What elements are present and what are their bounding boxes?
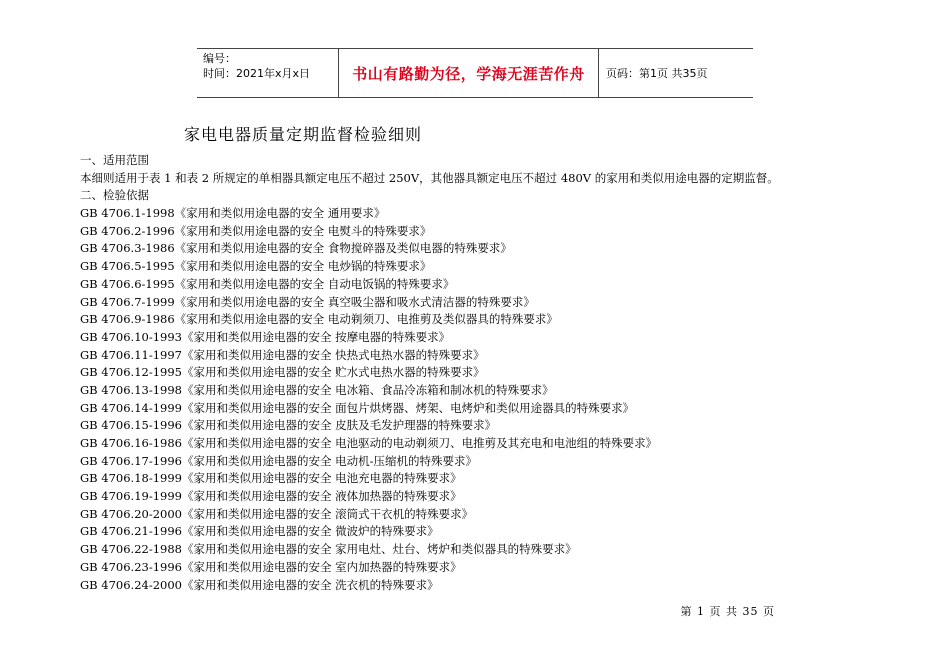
document-line: GB 4706.2-1996《家用和类似用途电器的安全 电熨斗的特殊要求》 [80,223,432,238]
document-line: GB 4706.19-1999《家用和类似用途电器的安全 液体加热器的特殊要求》 [80,489,462,504]
document-line: 本细则适用于表 1 和表 2 所规定的单相器具额定电压不超过 250V，其他器具额定电压不超过 480V 的家用和类似用途电器的定期监督。 [80,170,779,185]
document-line: GB 4706.17-1996《家用和类似用途电器的安全 电动机-压缩机的特殊要求》 [80,453,478,468]
time-label: 时间：2021年x月x日 [203,67,311,80]
document-line: GB 4706.24-2000《家用和类似用途电器的安全 洗衣机的特殊要求》 [80,577,439,592]
document-line: GB 4706.21-1996《家用和类似用途电器的安全 微波炉的特殊要求》 [80,524,439,539]
document-line: GB 4706.16-1986《家用和类似用途电器的安全 电池驱动的电动剃须刀、电推剪及其充电和电池组的特殊要求》 [80,436,658,450]
document-line: GB 4706.23-1996《家用和类似用途电器的安全 室内加热器的特殊要求》 [80,559,462,574]
page-header [197,48,753,98]
document-line: 一、适用范围 [80,153,149,167]
document-line: GB 4706.6-1995《家用和类似用途电器的安全 自动电饭锅的特殊要求》 [80,276,455,291]
number-label: 编号： [203,52,236,65]
header-motto-cell [339,49,599,97]
document-line: GB 4706.12-1995《家用和类似用途电器的安全 贮水式电热水器的特殊要求》 [80,365,485,380]
document-line: GB 4706.22-1988《家用和类似用途电器的安全 家用电灶、灶台、烤炉和类似器具的特殊要求》 [80,542,577,557]
page-info-text: 页码：第1页 共35页 [606,67,708,80]
document-line: GB 4706.5-1995《家用和类似用途电器的安全 电炒锅的特殊要求》 [80,259,432,274]
document-line: GB 4706.10-1993《家用和类似用途电器的安全 按摩电器的特殊要求》 [80,329,451,344]
document-line: GB 4706.1-1998《家用和类似用途电器的安全 通用要求》 [80,206,386,221]
page-footer: 第 1 页 共 35 页 [680,605,775,618]
document-line: GB 4706.7-1999《家用和类似用途电器的安全 真空吸尘器和吸水式清洁器的特殊要求》 [80,294,535,309]
document-line: GB 4706.9-1986《家用和类似用途电器的安全 电动剃须刀、电推剪及类似器具的特殊要求》 [80,312,558,327]
document-line: 二、检验依据 [80,188,149,203]
document-line: GB 4706.15-1996《家用和类似用途电器的安全 皮肤及毛发护理器的特殊要求》 [80,418,497,433]
document-title: 家电电器质量定期监督检验细则 [184,125,423,144]
document-line: GB 4706.18-1999《家用和类似用途电器的安全 电池充电器的特殊要求》 [80,471,462,486]
document-line: GB 4706.3-1986《家用和类似用途电器的安全 食物搅碎器及类似电器的特殊要求》 [80,241,512,256]
header-page-info [599,49,753,97]
document-body [80,152,779,594]
document-line: GB 4706.11-1997《家用和类似用途电器的安全 快热式电热水器的特殊要求》 [80,347,485,362]
motto-text: 书山有路勤为径，学海无涯苦作舟 [352,64,585,83]
document-line: GB 4706.14-1999《家用和类似用途电器的安全 面包片烘烤器、烤架、电烤炉和类似用途器具的特殊要求》 [80,400,635,415]
document-line: GB 4706.20-2000《家用和类似用途电器的安全 滚筒式干衣机的特殊要求》 [80,506,474,521]
header-meta [197,49,339,97]
document-line: GB 4706.13-1998《家用和类似用途电器的安全 电冰箱、食品冷冻箱和制冰机的特殊要求》 [80,382,554,397]
